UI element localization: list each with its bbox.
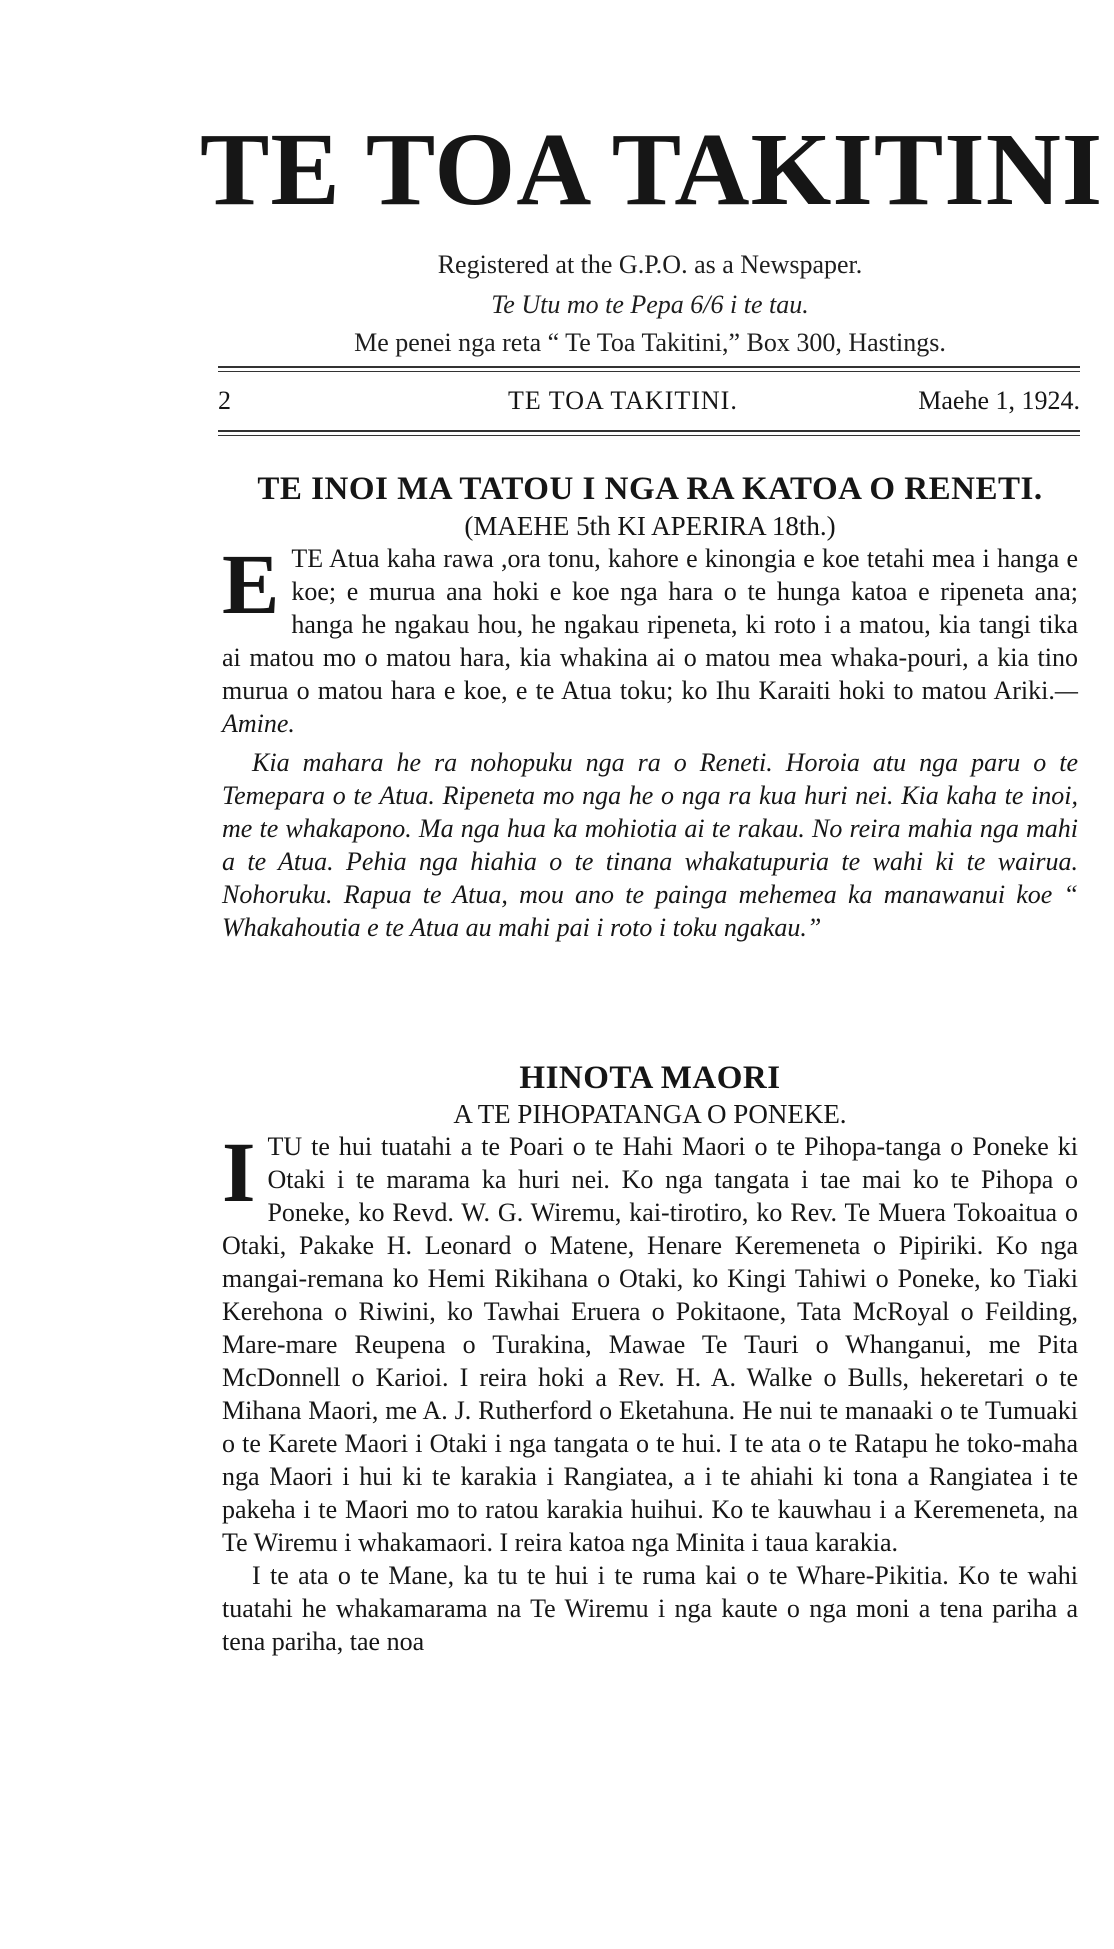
divider-bottom — [218, 430, 1080, 436]
registration-line: Registered at the G.P.O. as a Newspaper. — [437, 250, 863, 279]
prayer-text: TE Atua kaha rawa ,ora tonu, kahore e kinongia e koe tetahi mea i hanga e koe; e murua ana hoki e koe nga hara o te hunga katoa e ripeneta ana; hanga he ngakau hou, he ngakau ripeneta, ki roto i a matou, kia tangi tika ai matou mo o matou hara, kia whakina ai o matou mea whaka-pouri, a kia tino murua o matou hara e koe, e te Atua toku; ko Ihu Karaiti hoki to matou Ariki. — [222, 544, 1078, 705]
drop-cap: E — [222, 536, 280, 632]
article-subheading: A TE PIHOPATANGA O PONEKE. — [453, 1099, 847, 1129]
running-title: TE TOA TAKITINI. — [508, 386, 738, 415]
amen-text: —Amine. — [222, 676, 1078, 738]
synod-paragraph-1 — [222, 1124, 1078, 1559]
article-heading: HINOTA MAORI — [519, 1060, 781, 1096]
issue-date: Maehe 1, 1924. — [918, 386, 1080, 415]
article-dates: (MAEHE 5th KI APERIRA 18th.) — [464, 511, 836, 541]
article-synod — [222, 1058, 1078, 1658]
synod-text-1: TU te hui tuatahi a te Poari o te Hahi Maori o te Pihopa-tanga o Poneke ki Otaki i te marama ka huri nei. Ko nga tangata i tae mai ko te Pihopa o Poneke, ko Revd. W. G. Wiremu, kai-tirotiro, ko Rev. Te Muera Tokoaitua o Otaki, Pakake H. Leonard o Matene, Henare Keremeneta o Pipiriki. Ko nga mangai-remana ko Hemi Rikihana o Otaki, ko Kingi Tahiwi o Poneke, ko Tiaki Kerehona o Riwini, ko Tawhai Eruera o Pokitaone, Tata McRoyal o Feilding, Mare-mare Reupena o Turakina, Mawae Te Tauri o Whanganui, me Pita McDonnell o Karioi. I reira hoki a Rev. H. A. Walke o Bulls, hekeretari o te Mihana Maori, me A. J. Rutherford o Eketahuna. He nui te manaaki o te Tumuaki o te Karete Maori i Otaki i nga tangata o te hui. I te ata o te Ratapu he toko-maha nga Maori i hui ki te karakia i Rangiatea, a i te ahiahi ki tona a Rangiatea i te pakeha i te Maori mo to ratou karakia huihui. Ko te kauwhau i a Keremeneta, na Te Wiremu i whakamaori. I reira katoa nga Minita i taua karakia. — [222, 1132, 1078, 1557]
divider-top — [218, 366, 1080, 372]
article-heading: TE INOI MA TATOU I NGA RA KATOA O RENETI. — [257, 471, 1043, 507]
postal-address: Me penei nga reta “ Te Toa Takitini,” Box 300, Hastings. — [354, 328, 946, 357]
synod-paragraph-2: I te ata o te Mane, ka tu te hui i te ruma kai o te Whare-Pikitia. Ko te wahi tuatahi he whakamarama na Te Wiremu i nga kaute o nga moni a tena pariha a tena pariha, tae noa — [222, 1561, 1078, 1656]
masthead-title: TE TOA TAKITINI — [200, 112, 1104, 227]
subscription-price: Te Utu mo te Pepa 6/6 i te tau. — [491, 290, 809, 319]
exhortation-paragraph: Kia mahara he ra nohopuku nga ra o Reneti. Horoia atu nga paru o te Temepara o te Atua. Ripeneta mo nga he o nga ra kua huri nei. Kia kaha te inoi, me te whakapono. Ma nga hua ka mohiotia ai te rakau. No reira mahia nga mahi a te Atua. Pehia nga hiahia o te tinana whakatupuria te wahi ki te wairua. Nohoruku. Rapua te Atua, mou ano te painga mehemea ka manawanui koe “ Whakahoutia e te Atua au mahi pai i roto i toku ngakau.” — [222, 748, 1078, 942]
page-number: 2 — [218, 386, 231, 415]
prayer-paragraph — [222, 536, 1078, 740]
article-lent-prayer — [222, 468, 1078, 944]
drop-cap: I — [222, 1124, 256, 1220]
folio-line — [218, 385, 1080, 417]
